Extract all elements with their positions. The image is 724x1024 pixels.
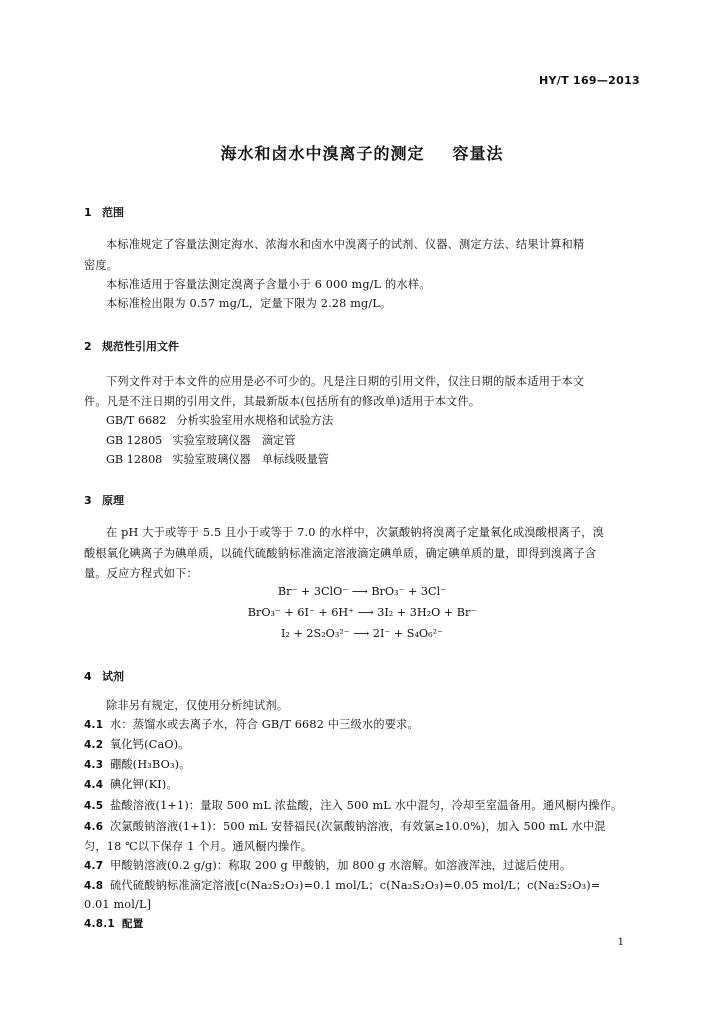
item-text: 硫代硫酸钠标准滴定溶液[c(Na₂S₂O₃)=0.1 mol/L；c(Na₂S₂O₃)=0.05 mol/L；c(Na₂S₂O₃)= [110,879,601,892]
reaction-equation: Br⁻ + 3ClO⁻ ⟶ BrO₃⁻ + 3Cl⁻ [277,585,447,598]
reference-code: GB/T 6682 [106,414,167,427]
paragraph-line: 本标准规定了容量法测定海水、浓海水和卤水中溴离子的试剂、仪器、测定方法、结果计算和精 [106,238,585,251]
paragraph-line: 在 pH 大于或等于 5.5 且小于或等于 7.0 的水样中，次氯酸钠将溴离子定量氧化成溴酸根离子，溴 [106,526,604,539]
reagent-item [84,736,641,754]
item-number: 4.3 [84,759,104,771]
item-number: 4.1 [84,719,104,731]
paragraph-line: 量。反应方程式如下： [84,567,198,580]
reagent-item [84,756,641,774]
reagent-item [84,857,641,875]
reference-title: 分析实验室用水规格和试验方法 [176,414,334,427]
item-number: 4.8 [84,880,104,892]
reagent-item [84,818,641,836]
subsection-item [84,915,641,933]
section-1-heading [84,204,124,220]
reagent-item [84,716,641,734]
section-2-heading [84,338,179,354]
item-number: 4.6 [84,821,104,833]
item-number: 4.8.1 [84,918,115,930]
paragraph-line: 密度。 [84,259,119,272]
section-title: 原理 [102,494,124,507]
document-title [0,141,724,164]
section-number: 3 [84,494,92,507]
reference-item [106,432,305,448]
reaction-equation: I₂ + 2S₂O₃²⁻ ⟶ 2I⁻ + S₄O₆²⁻ [281,627,443,640]
section-title: 范围 [102,206,124,219]
reference-title: 实验室玻璃仪器 滴定管 [172,434,296,447]
reference-title: 实验室玻璃仪器 单标线吸量管 [172,453,329,466]
section-4-heading [84,668,124,684]
reaction-equation: BrO₃⁻ + 6I⁻ + 6H⁺ ⟶ 3I₂ + 3H₂O + Br⁻ [247,606,477,619]
section-number: 1 [84,206,92,219]
item-text: 次氯酸钠溶液(1+1)：500 mL 安替福民(次氯酸钠溶液，有效氯≥10.0%)，加入 500 mL 水中混 [110,820,606,833]
item-number: 4.4 [84,779,104,791]
section-title: 规范性引用文件 [102,340,179,353]
standard-number: HY/T 169—2013 [539,74,640,87]
reference-item [106,412,343,428]
reference-code: GB 12808 [106,453,163,466]
title-method: 容量法 [452,144,504,163]
paragraph-line: 下列文件对于本文件的应用是必不可少的。凡是注日期的引用文件，仅注日期的版本适用于本文 [106,375,585,388]
item-text: 硼酸(H₃BO₃)。 [110,758,191,771]
item-number: 4.2 [84,739,104,751]
item-text: 盐酸溶液(1+1)：量取 500 mL 浓盐酸，注入 500 mL 水中混匀，冷却至室温备用。通风橱内操作。 [110,799,623,812]
paragraph-line: 酸根氧化碘离子为碘单质，以硫代硫酸钠标准滴定溶液滴定碘单质，确定碘单质的量，即得到溴离子含 [84,547,597,560]
section-number: 2 [84,340,92,353]
section-title: 试剂 [102,670,124,683]
item-text: 氧化钙(CaO)。 [110,738,190,751]
item-text: 甲酸钠溶液(0.2 g/g)：称取 200 g 甲酸钠，加 800 g 水溶解。如溶液浑浊，过滤后使用。 [110,859,572,872]
paragraph-line: 除非另有规定，仅使用分析纯试剂。 [106,699,289,712]
paragraph-line: 本标准检出限为 0.57 mg/L，定量下限为 2.28 mg/L。 [106,297,392,310]
paragraph-line: 件。凡是不注日期的引用文件，其最新版本(包括所有的修改单)适用于本文件。 [84,395,481,408]
item-continuation: 匀，18 ℃以下保存 1 个月。通风橱内操作。 [84,840,313,853]
reagent-item [84,877,641,895]
reagent-item [84,797,641,815]
paragraph-line: 本标准适用于容量法测定溴离子含量小于 6 000 mg/L 的水样。 [106,278,431,291]
item-text: 碘化钾(KI)。 [110,778,178,791]
reagent-item [84,776,641,794]
item-continuation: 0.01 mol/L] [84,898,152,911]
section-number: 4 [84,670,92,683]
reference-code: GB 12805 [106,434,163,447]
item-text: 水：蒸馏水或去离子水，符合 GB/T 6682 中三级水的要求。 [110,718,419,731]
reference-item [106,451,339,467]
section-3-heading [84,492,124,508]
item-number: 4.7 [84,860,104,872]
item-text: 配置 [122,918,144,930]
page-number: 1 [617,937,624,948]
item-number: 4.5 [84,800,104,812]
title-main: 海水和卤水中溴离子的测定 [220,144,425,163]
